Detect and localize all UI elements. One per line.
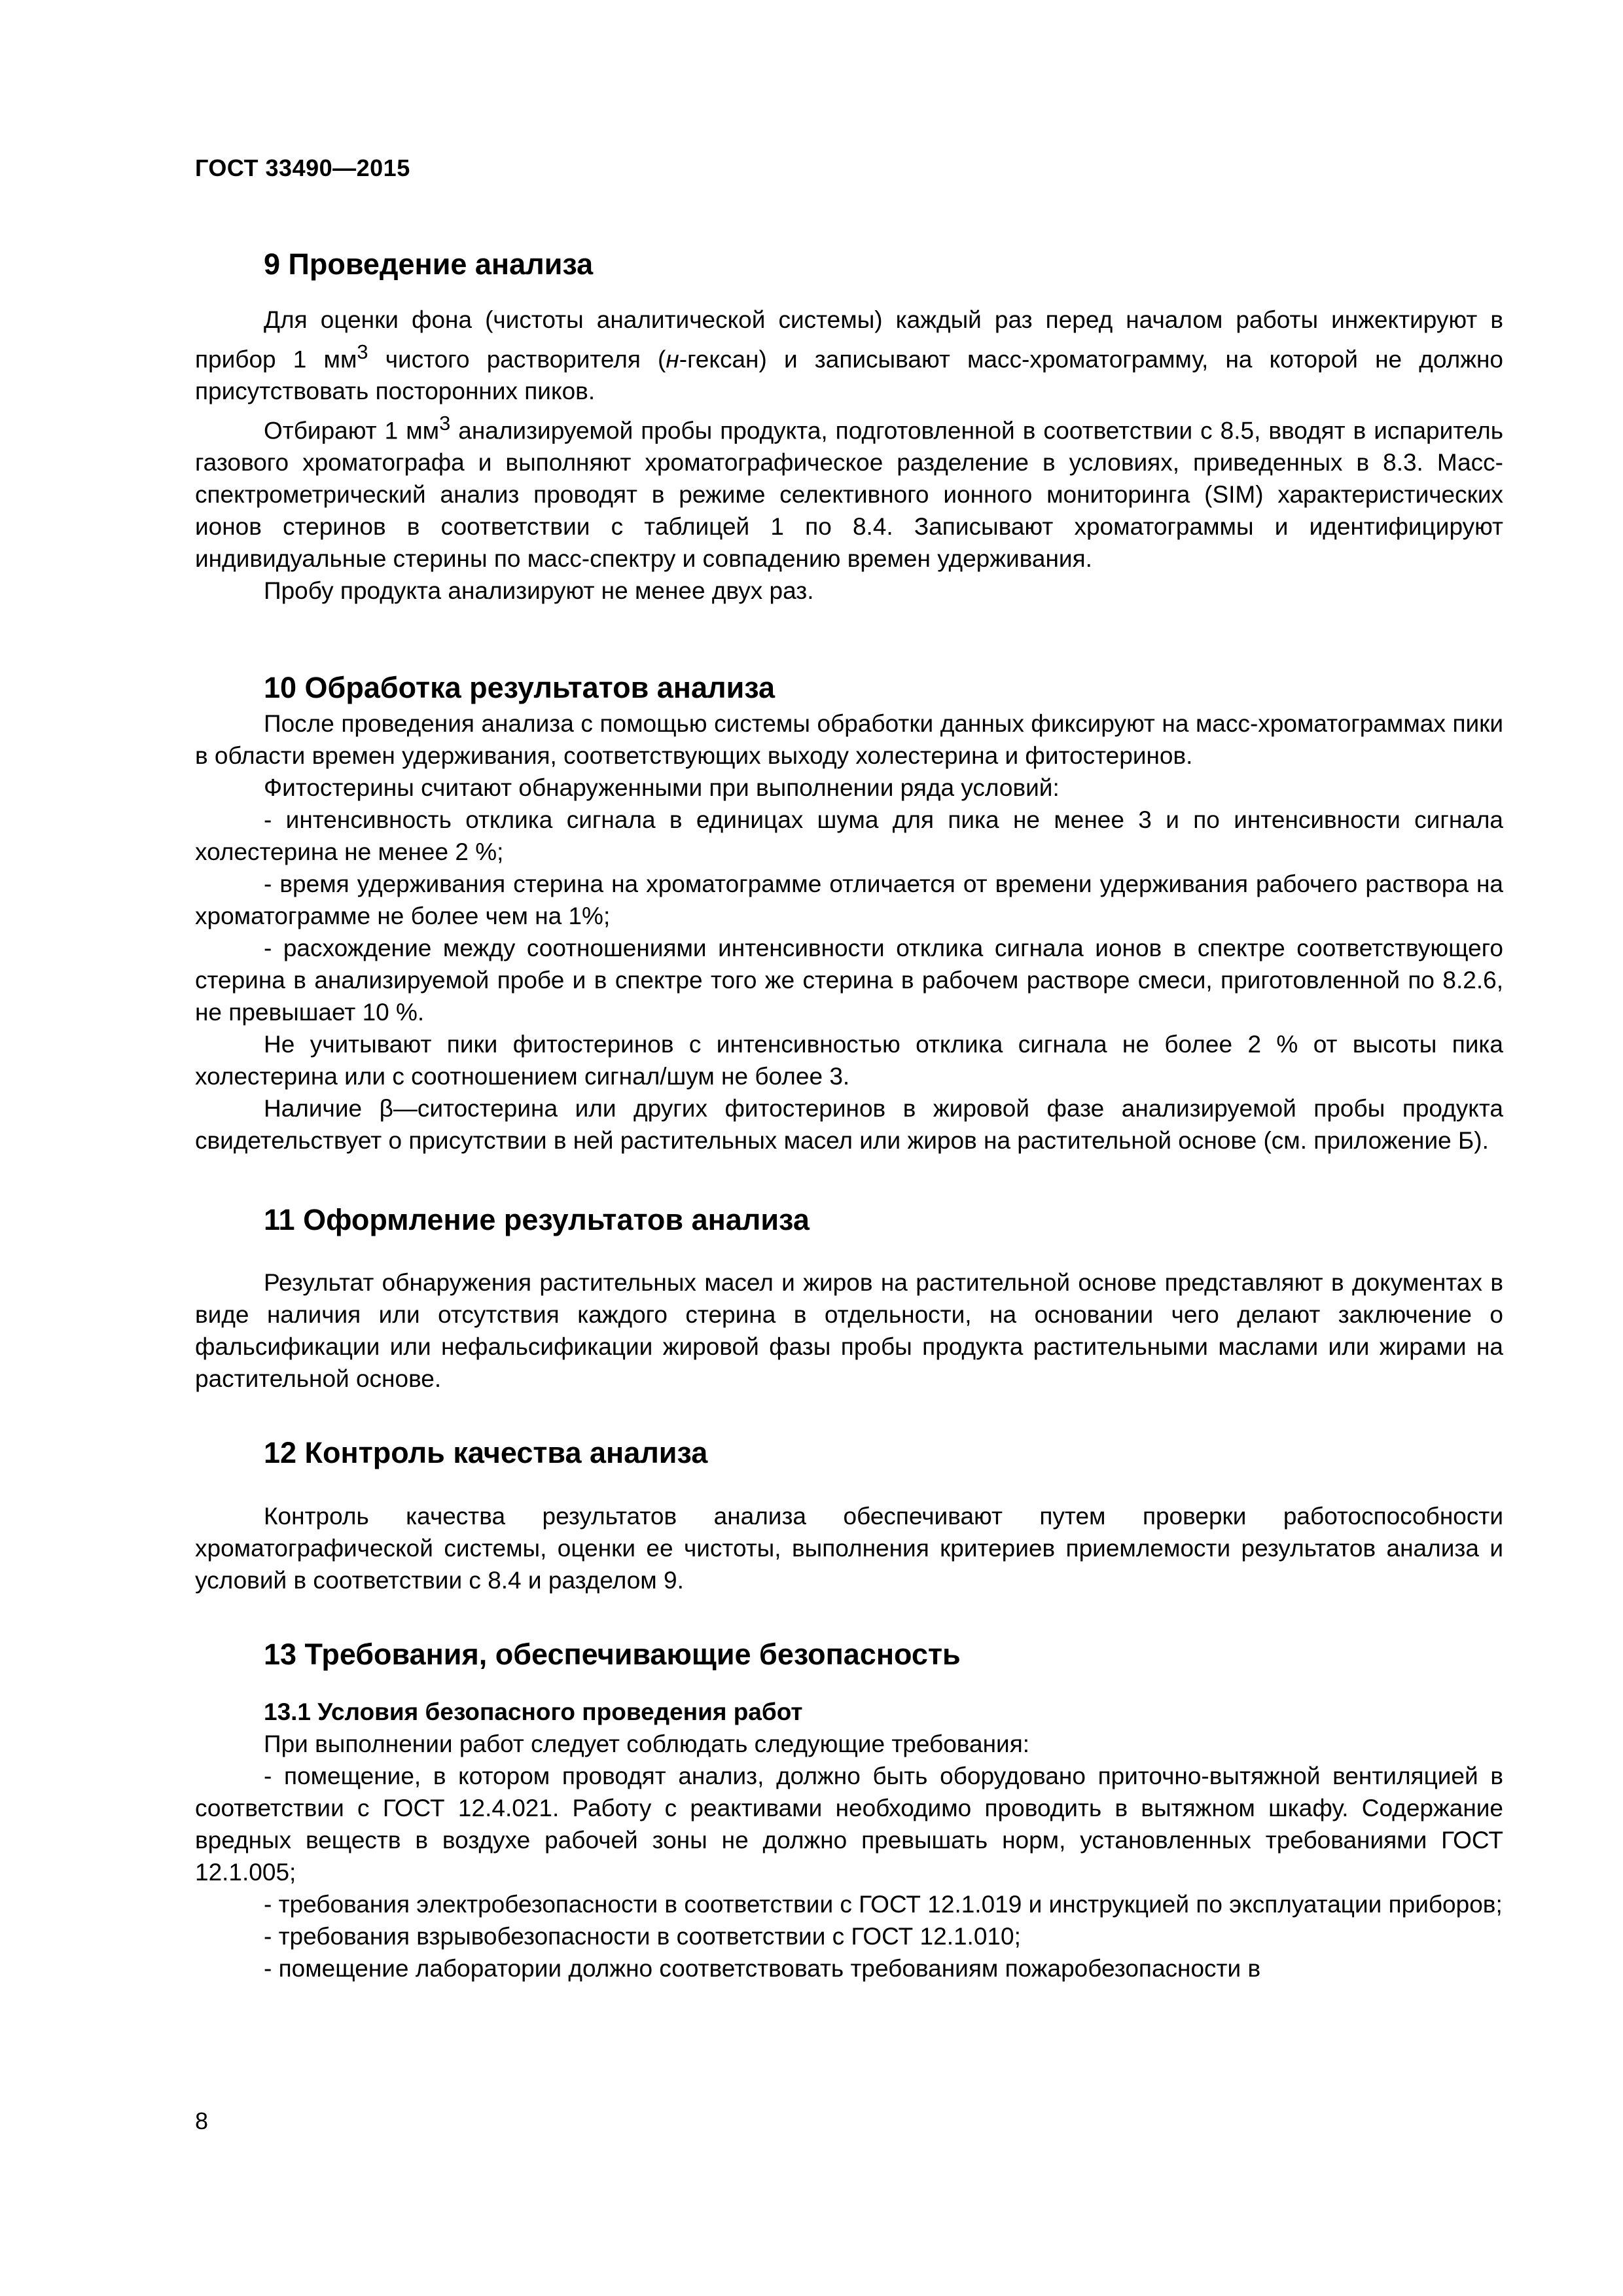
section-9-paragraph-1: Для оценки фона (чистоты аналитической системы) каждый раз перед началом работы инжектируют в прибор 1 $мм^3$ чистого растворителя (н-гексан) и записывают масс-хроматограмму, на которой не должно присутствовать посторонних пиков.	[195, 306, 1504, 404]
section-10-paragraph-1: После проведения анализа с помощью системы обработки данных фиксируют на масс-хроматограммах пики в области времен удерживания, соответствующих выходу холестерина и фитостеринов.	[195, 709, 1503, 769]
section-9	[195, 245, 1503, 607]
section-12	[195, 1434, 1503, 1596]
section-10-paragraph-2: Фитостерины считают обнаруженными при выполнении ряда условий:	[264, 774, 1060, 801]
section-12-paragraph-1: Контроль качества результатов анализа обеспечивают путем проверки работоспособности хроматографической системы, оценки ее чистоты, выполнения критериев приемлемости результатов анализа и условий в соответствии с 8.4 и разделом 9.	[195, 1502, 1503, 1594]
section-10-list-item-2: - время удерживания стерина на хроматограмме отличается от времени удерживания рабочего раствора на хроматограмме не более чем на 1%;	[195, 870, 1503, 929]
section-11-title: 11 Оформление результатов анализа	[264, 1202, 810, 1236]
section-9-paragraph-2: Отбирают 1 $мм^3$ анализируемой пробы продукта, подготовленной в соответствии с 8.5, вводят в испаритель газового хроматографа и выполняют хроматографическое разделение в условиях, приведенных в 8.3. Масс-спектрометрический анализ проводят в режиме селективного ионного мониторинга (SIM) характеристических ионов стеринов в соответствии с таблицей 1 по 8.4. Записывают хроматограммы и идентифицируют индивидуальные стерины по масс-спектру и совпадению времен удерживания.	[195, 411, 1504, 573]
section-13-list-item-2: - требования электробезопасности в соответствии с ГОСТ 12.1.019 и инструкцией по эксплуатации приборов;	[264, 1891, 1503, 1918]
section-9-paragraph-3: Пробу продукта анализируют не менее двух раз.	[264, 577, 814, 605]
section-11	[195, 1201, 1503, 1395]
section-9-title: 9 Проведение анализа	[264, 247, 594, 281]
section-10-title: 10 Обработка результатов анализа	[264, 671, 776, 705]
page-number: 8	[195, 2108, 209, 2134]
section-10-paragraph-6: Не учитывают пики фитостеринов с интенсивностью отклика сигнала не более 2 % от высоты пика холестерина или с соотношением сигнал/шум не более 3.	[195, 1030, 1503, 1090]
section-13-1-title: 13.1 Условия безопасного проведения работ	[264, 1698, 803, 1726]
section-12-title: 12 Контроль качества анализа	[264, 1436, 708, 1470]
section-11-paragraph-1: Результат обнаружения растительных масел и жиров на растительной основе представляют в документах в виде наличия или отсутствия каждого стерина в отдельности, на основании чего делают заключение о фальсификации или нефальсификации жировой фазы пробы продукта растительными маслами или жирами на растительной основе.	[195, 1269, 1503, 1393]
section-13-title: 13 Требования, обеспечивающие безопасность	[264, 1637, 961, 1671]
section-10-list-item-3: - расхождение между соотношениями интенсивности отклика сигнала ионов в спектре соответствующего стерина в анализируемой пробе и в спектре того же стерина в рабочем растворе смеси, приготовленной по 8.2.6, не превышает 10 %.	[195, 934, 1503, 1026]
section-13-list-item-1: - помещение, в котором проводят анализ, должно быть оборудовано приточно-вытяжной вентиляцией в соответствии с ГОСТ 12.4.021. Работу с реактивами необходимо проводить в вытяжном шкафу. Содержание вредных веществ в воздухе рабочей зоны не должно превышать норм, установленных требованиями ГОСТ 12.1.005;	[195, 1763, 1503, 1886]
section-10	[195, 669, 1503, 1157]
document-header: ГОСТ 33490—2015	[195, 154, 410, 181]
section-13-paragraph-1: При выполнении работ следует соблюдать следующие требования:	[264, 1731, 1030, 1758]
section-13	[195, 1636, 1503, 1985]
document-body	[195, 245, 1503, 1984]
section-10-paragraph-7: Наличие β—ситостерина или других фитостеринов в жировой фазе анализируемой пробы продукта свидетельствует о присутствии в ней растительных масел или жиров на растительной основе (см. приложение Б).	[195, 1094, 1503, 1154]
section-13-list-item-3: - требования взрывобезопасности в соответствии с ГОСТ 12.1.010;	[264, 1923, 1021, 1950]
section-10-list-item-1: - интенсивность отклика сигнала в единицах шума для пика не менее 3 и по интенсивности сигнала холестерина не менее 2 %;	[195, 806, 1503, 865]
section-13-list-item-4: - помещение лаборатории должно соответствовать требованиям пожаробезопасности в	[264, 1955, 1261, 1982]
